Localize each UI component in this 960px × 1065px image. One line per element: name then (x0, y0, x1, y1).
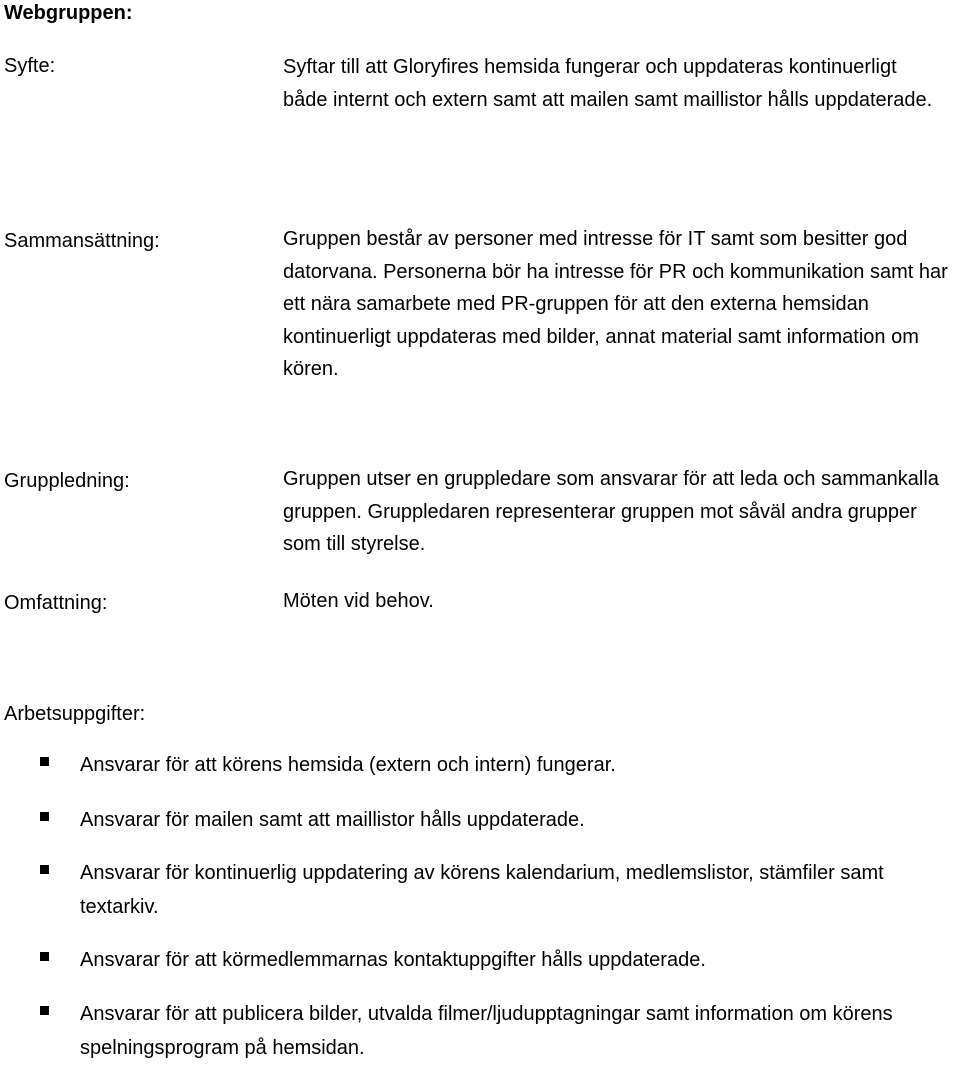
section-label-gruppledning: Gruppledning: (4, 470, 130, 492)
document-title: Webgruppen: (4, 2, 133, 24)
square-bullet-icon (40, 812, 49, 821)
square-bullet-icon (40, 757, 49, 766)
task-item-text: Ansvarar för att körens hemsida (extern och intern) fungerar. (80, 754, 616, 776)
section-label-syfte: Syfte: (4, 55, 56, 77)
task-item-text: Ansvarar för mailen samt att maillistor hålls uppdaterade. (80, 809, 585, 831)
section-label-sammansattning: Sammansättning: (4, 230, 160, 252)
tasks-label: Arbetsuppgifter: (4, 703, 146, 725)
section-text-syfte: Syftar till att Gloryfires hemsida fungerar och uppdateras kontinuerligt både internt och extern samt att mailen samt maillistor hålls uppdaterade. (283, 56, 933, 111)
section-text-gruppledning: Gruppen utser en gruppledare som ansvarar för att leda och sammankalla gruppen. Gruppledaren representerar gruppen mot såväl andra grupper som till styrelse. (283, 468, 939, 555)
square-bullet-icon (40, 952, 49, 961)
square-bullet-icon (40, 1006, 49, 1015)
section-text-omfattning: Möten vid behov. (283, 590, 434, 612)
section-text-sammansattning: Gruppen består av personer med intresse för IT samt som besitter god datorvana. Personerna bör ha intresse för PR och kommunikation samt har ett nära samarbete med PR-gruppen för att den externa hemsidan kontinuerligt uppdateras med bilder, annat material samt information om kören. (283, 228, 948, 380)
task-item-text: Ansvarar för att körmedlemmarnas kontaktuppgifter hålls uppdaterade. (80, 949, 706, 971)
square-bullet-icon (40, 865, 49, 874)
task-item-text: Ansvarar för kontinuerlig uppdatering av körens kalendarium, medlemslistor, stämfiler samt textarkiv. (80, 862, 884, 918)
section-label-omfattning: Omfattning: (4, 592, 108, 614)
task-item-text: Ansvarar för att publicera bilder, utvalda filmer/ljudupptagningar samt information om körens spelningsprogram på hemsidan. (80, 1003, 893, 1059)
